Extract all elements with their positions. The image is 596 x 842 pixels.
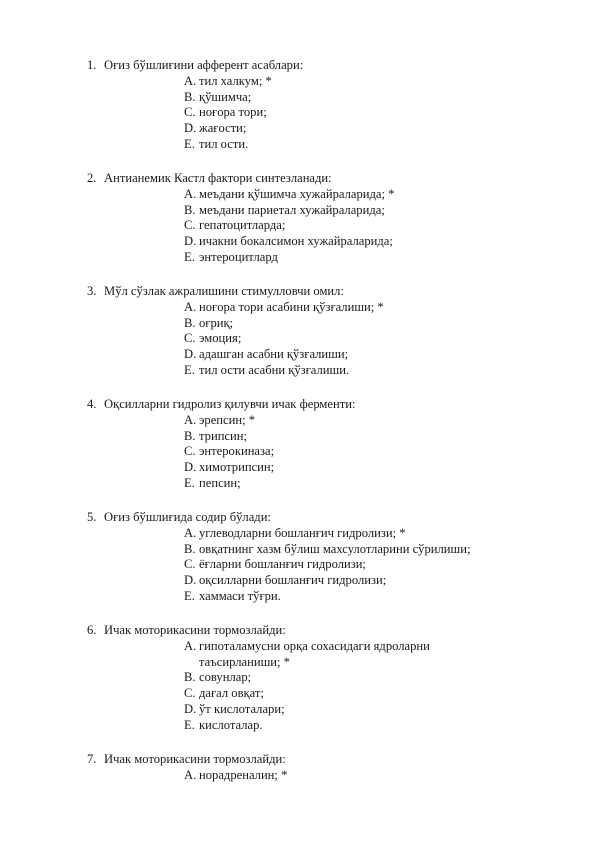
option-a	[184, 300, 547, 316]
option-letter: E.	[184, 475, 195, 490]
option-letter: A.	[184, 638, 197, 653]
option-text: совунлар;	[199, 670, 252, 685]
option-d	[184, 573, 547, 589]
option-text: гепатоцитларда;	[199, 218, 286, 233]
option-text: трипсин;	[199, 428, 248, 443]
answer-options	[184, 74, 547, 153]
option-a	[184, 639, 547, 671]
option-c	[184, 218, 547, 234]
question-4	[87, 397, 547, 492]
question-line	[87, 623, 547, 639]
question-text: Оғиз бўшлиғини афферент асаблари:	[104, 58, 304, 72]
question-text: Оқсилларни гидролиз қилувчи ичак ферменти:	[104, 397, 356, 411]
option-letter: D.	[184, 121, 197, 136]
question-number: 6.	[87, 623, 97, 637]
option-letter: A.	[184, 412, 197, 427]
option-text: ўт кислоталари;	[199, 701, 285, 716]
option-e	[184, 476, 547, 492]
option-b	[184, 670, 547, 686]
option-text: адашган асабни қўзғалиши;	[199, 347, 349, 362]
option-text: гипоталамусни орқа сохасидаги ядроларни таъсирланиши; *	[199, 638, 430, 669]
option-d	[184, 347, 547, 363]
option-letter: B.	[184, 428, 196, 443]
option-text: тил ости.	[199, 136, 249, 151]
option-b	[184, 429, 547, 445]
option-text: кислоталар.	[199, 717, 263, 732]
option-b	[184, 90, 547, 106]
option-letter: E.	[184, 136, 195, 151]
question-line	[87, 284, 547, 300]
option-text: дағал овқат;	[199, 686, 264, 701]
option-d	[184, 234, 547, 250]
question-number: 4.	[87, 397, 97, 411]
question-line	[87, 58, 547, 74]
option-letter: C.	[184, 105, 196, 120]
question-text: Мўл сўзлак ажралишини стимулловчи омил:	[104, 284, 344, 298]
option-b	[184, 542, 547, 558]
option-c	[184, 105, 547, 121]
option-letter: D.	[184, 573, 197, 588]
answer-options	[184, 768, 547, 784]
answer-options	[184, 413, 547, 492]
option-c	[184, 331, 547, 347]
option-c	[184, 557, 547, 573]
answer-options	[184, 300, 547, 379]
option-d	[184, 460, 547, 476]
question-2	[87, 171, 547, 266]
option-letter: A.	[184, 767, 197, 782]
option-text: қўшимча;	[199, 89, 252, 104]
option-text: эрепсин; *	[199, 412, 256, 427]
question-text: Оғиз бўшлиғида содир бўлади:	[104, 510, 271, 524]
answer-options	[184, 526, 547, 605]
question-5	[87, 510, 547, 605]
option-letter: B.	[184, 670, 196, 685]
option-letter: C.	[184, 557, 196, 572]
option-letter: A.	[184, 299, 197, 314]
option-text: химотрипсин;	[199, 460, 275, 475]
question-line	[87, 752, 547, 768]
option-text: хаммаси тўғри.	[199, 588, 281, 603]
option-b	[184, 203, 547, 219]
option-letter: A.	[184, 73, 197, 88]
option-text: тил халкум; *	[199, 73, 272, 88]
option-letter: B.	[184, 315, 196, 330]
option-letter: D.	[184, 347, 197, 362]
option-letter: B.	[184, 202, 196, 217]
option-text: тил ости асабни қўзғалиши.	[199, 362, 350, 377]
option-d	[184, 121, 547, 137]
question-3	[87, 284, 547, 379]
option-letter: E.	[184, 588, 195, 603]
question-text: Антианемик Кастл фактори синтезланади:	[104, 171, 332, 185]
option-d	[184, 702, 547, 718]
option-letter: A.	[184, 186, 197, 201]
option-text: ноғора тори асабини қўзғалиши; *	[199, 299, 384, 314]
option-a	[184, 187, 547, 203]
option-text: жағости;	[199, 121, 247, 136]
option-letter: D.	[184, 460, 197, 475]
option-text: энтерокиназа;	[199, 444, 275, 459]
question-number: 7.	[87, 752, 97, 766]
option-letter: B.	[184, 541, 196, 556]
answer-options	[184, 187, 547, 266]
option-a	[184, 74, 547, 90]
question-1	[87, 58, 547, 153]
option-letter: A.	[184, 525, 197, 540]
question-7	[87, 752, 547, 784]
option-text: пепсин;	[199, 475, 241, 490]
option-e	[184, 137, 547, 153]
question-number: 1.	[87, 58, 97, 72]
option-c	[184, 686, 547, 702]
question-text: Ичак моторикасини тормозлайди:	[104, 752, 286, 766]
option-text: меъдани париетал хужайраларида;	[199, 202, 385, 217]
option-c	[184, 444, 547, 460]
option-text: ёғларни бошланғич гидролизи;	[199, 557, 366, 572]
option-e	[184, 250, 547, 266]
option-a	[184, 526, 547, 542]
option-letter: C.	[184, 686, 196, 701]
option-text: ноғора тори;	[199, 105, 267, 120]
question-number: 5.	[87, 510, 97, 524]
option-letter: E.	[184, 362, 195, 377]
option-text: эмоция;	[199, 331, 242, 346]
option-e	[184, 589, 547, 605]
option-letter: E.	[184, 249, 195, 264]
question-line	[87, 397, 547, 413]
answer-options	[184, 639, 547, 734]
question-number: 3.	[87, 284, 97, 298]
option-text: оқсилларни бошланғич гидролизи;	[199, 573, 387, 588]
option-letter: C.	[184, 218, 196, 233]
question-line	[87, 510, 547, 526]
option-a	[184, 768, 547, 784]
question-line	[87, 171, 547, 187]
option-text: норадреналин; *	[199, 767, 288, 782]
option-b	[184, 316, 547, 332]
option-letter: C.	[184, 331, 196, 346]
option-letter: D.	[184, 701, 197, 716]
option-e	[184, 718, 547, 734]
option-letter: D.	[184, 234, 197, 249]
option-text: меъдани қўшимча хужайраларида; *	[199, 186, 395, 201]
option-e	[184, 363, 547, 379]
option-text: овқатнинг хазм бўлиш махсулотларини сўрилиши;	[199, 541, 471, 556]
question-number: 2.	[87, 171, 97, 185]
option-letter: E.	[184, 717, 195, 732]
option-text: оғриқ;	[199, 315, 234, 330]
option-letter: C.	[184, 444, 196, 459]
option-letter: B.	[184, 89, 196, 104]
option-a	[184, 413, 547, 429]
option-text: энтероцитлард	[199, 249, 278, 264]
question-6	[87, 623, 547, 734]
question-text: Ичак моторикасини тормозлайди:	[104, 623, 286, 637]
option-text: углеводларни бошланғич гидролизи; *	[199, 525, 406, 540]
option-text: ичакни бокалсимон хужайраларида;	[199, 234, 393, 249]
